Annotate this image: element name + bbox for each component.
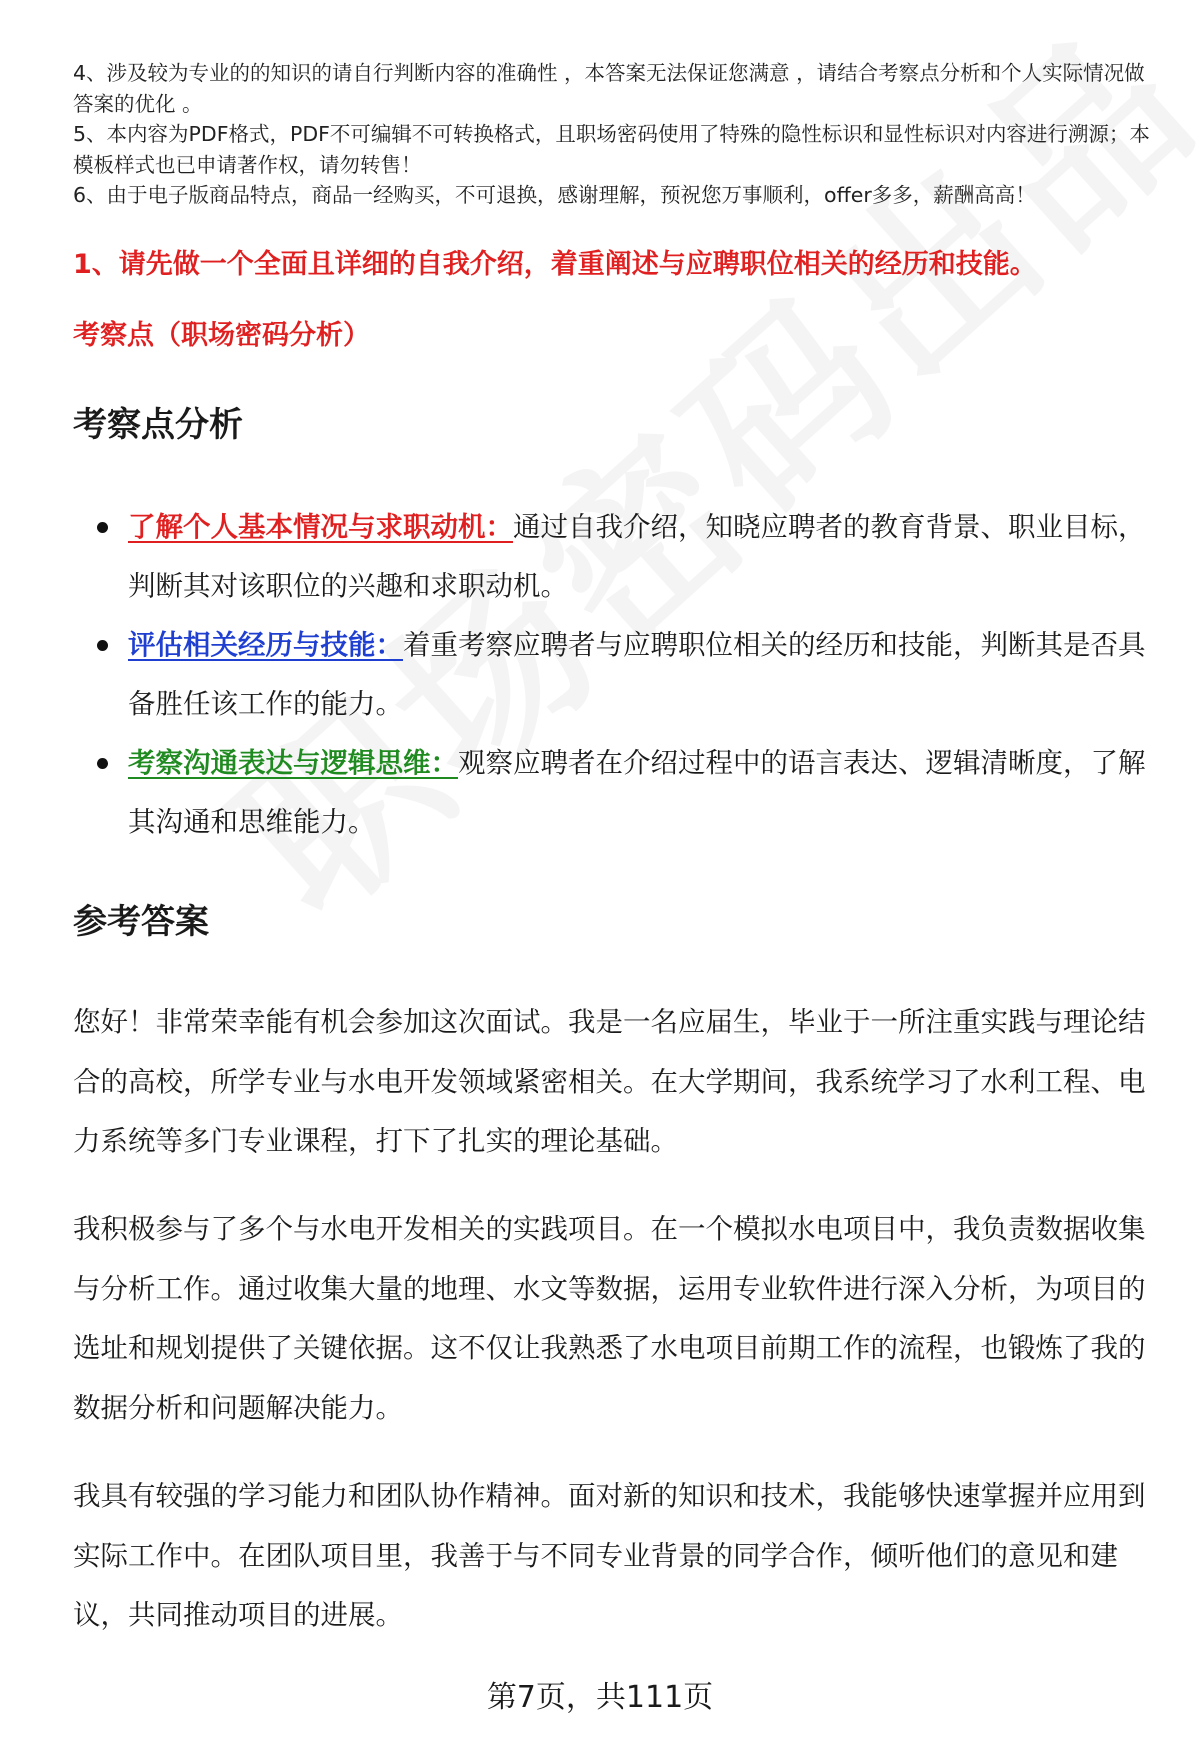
analysis-text: 着重考察应聘者与应聘职位相关的经历和技能，判断其是否具备胜任该工作的能力。 (128, 629, 1146, 720)
analysis-text: 通过自我介绍，知晓应聘者的教育背景、职业目标，判断其对该职位的兴趣和求职动机。 (128, 511, 1146, 602)
note-5: 5、本内容为PDF格式，PDF不可编辑不可转换格式，且职场密码使用了特殊的隐性标识和显性标识对内容进行溯源；本模板样式也已申请著作权，请勿转售！ (73, 122, 1150, 177)
analysis-item (73, 616, 1153, 734)
analysis-keyword: 了解个人基本情况与求职动机： (128, 511, 513, 543)
question-title: 1、请先做一个全面且详细的自我介绍，着重阐述与应聘职位相关的经历和技能。 (73, 249, 1037, 280)
analysis-keyword: 评估相关经历与技能： (128, 629, 403, 661)
bullet-dot-icon (97, 640, 108, 651)
answer-paragraph-2: 我积极参与了多个与水电开发相关的实践项目。在一个模拟水电项目中，我负责数据收集与分析工作。通过收集大量的地理、水文等数据，运用专业软件进行深入分析，为项目的选址和规划提供了关键依据。这不仅让我熟悉了水电项目前期工作的流程，也锻炼了我的数据分析和问题解决能力。 (73, 1213, 1146, 1424)
answer-paragraph-1: 您好！非常荣幸能有机会参加这次面试。我是一名应届生，毕业于一所注重实践与理论结合的高校，所学专业与水电开发领域紧密相关。在大学期间，我系统学习了水利工程、电力系统等多门专业课程，打下了扎实的理论基础。 (73, 1006, 1146, 1157)
bullet-dot-icon (97, 758, 108, 769)
analysis-keyword: 考察沟通表达与逻辑思维： (128, 747, 458, 779)
note-6: 6、由于电子版商品特点，商品一经购买，不可退换，感谢理解，预祝您万事顺利，offer多多，薪酬高高！ (73, 183, 1036, 207)
bullet-dot-icon (97, 522, 108, 533)
notes-block (73, 58, 1163, 211)
note-4: 4、涉及较为专业的的知识的请自行判断内容的准确性 ，本答案无法保证您满意 ，请结合考察点分析和个人实际情况做答案的优化 。 (73, 61, 1145, 116)
analysis-text: 观察应聘者在介绍过程中的语言表达、逻辑清晰度，了解其沟通和思维能力。 (128, 747, 1146, 838)
analysis-item (73, 734, 1153, 852)
answer-paragraph-3: 我具有较强的学习能力和团队协作精神。面对新的知识和技术，我能够快速掌握并应用到实际工作中。在团队项目里，我善于与不同专业背景的同学合作，倾听他们的意见和建议，共同推动项目的进展。 (73, 1480, 1146, 1631)
answer-heading: 参考答案 (73, 902, 209, 942)
analysis-list (73, 498, 1153, 852)
question-subtitle: 考察点（职场密码分析） (73, 320, 370, 351)
analysis-item (73, 498, 1153, 616)
page-number: 第7页，共111页 (486, 1680, 714, 1715)
analysis-heading: 考察点分析 (73, 405, 243, 445)
